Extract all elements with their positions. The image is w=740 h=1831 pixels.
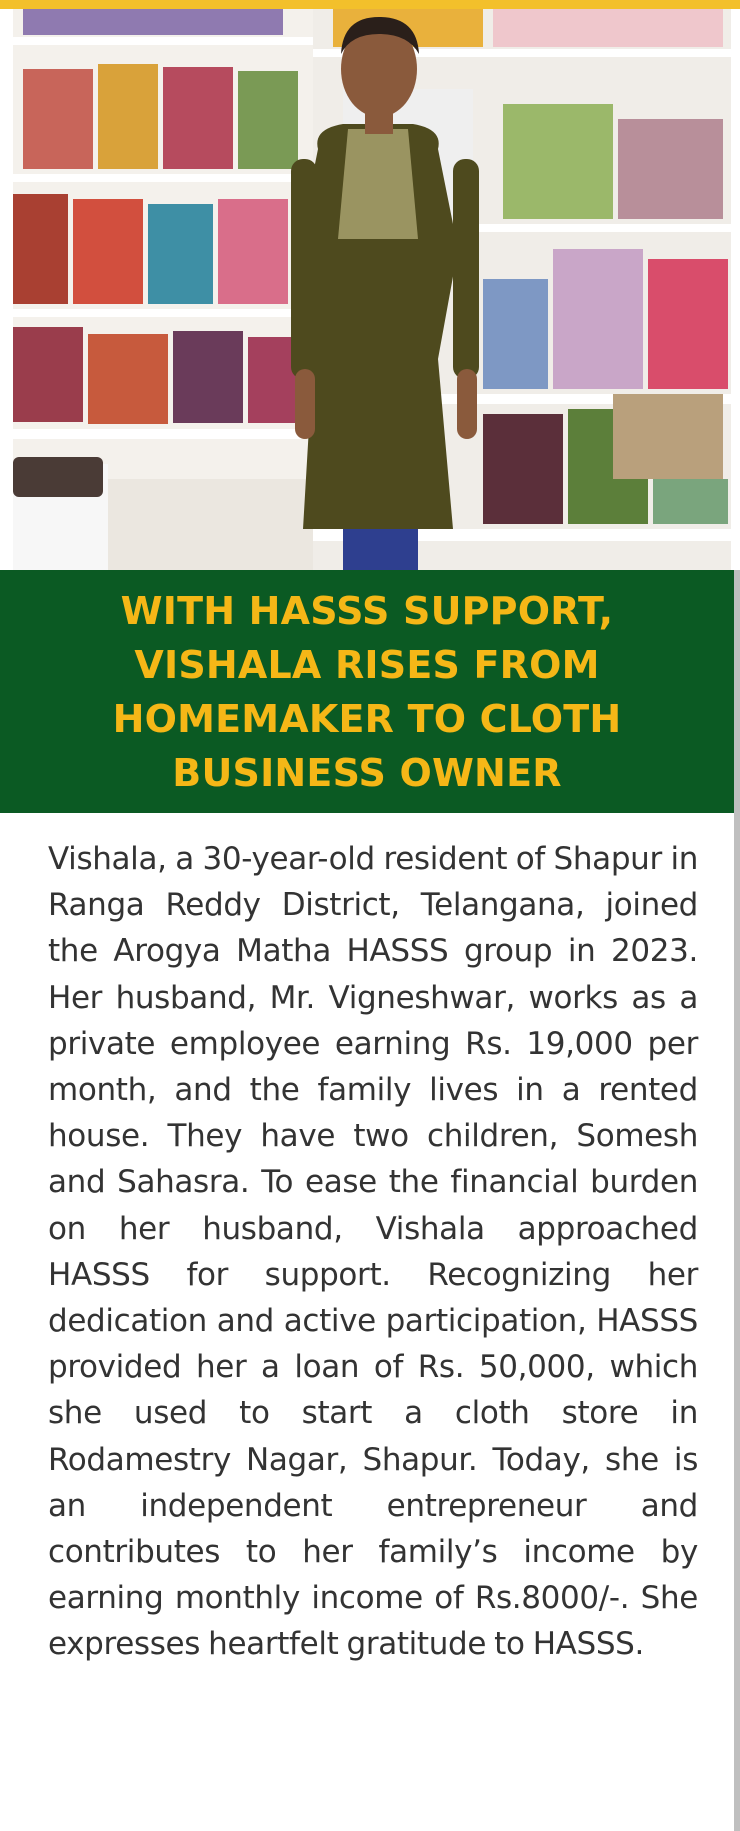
title-banner <box>0 570 734 813</box>
story-title: WITH HASSS SUPPORT, VISHALA RISES FROM HOMEMAKER TO CLOTH BUSINESS OWNER <box>112 588 622 795</box>
page-edge-border <box>734 570 740 1831</box>
story-body-text: Vishala, a 30-year-old resident of Shapur in Ranga Reddy District, Telangana, joined the Arogya Matha HASSS group in 2023. Her husband, Mr. Vigneshwar, works as a private employee earning Rs. 19,000 per month, and the family lives in a rented house. They have two children, Somesh and Sahasra. To ease the financial burden on her husband, Vishala approached HASSS for support. Recognizing her dedication and active participation, HASSS provided her a loan of Rs. 50,000, which she used to start a cloth store in Rodamestry Nagar, Shapur. Today, she is an independent entrepreneur and contributes to her family’s income by earning monthly income of Rs.8000/-. She expresses heartfelt gratitude to HASSS. <box>48 841 698 1663</box>
top-accent-strip <box>0 0 740 9</box>
story-photo <box>13 9 731 570</box>
